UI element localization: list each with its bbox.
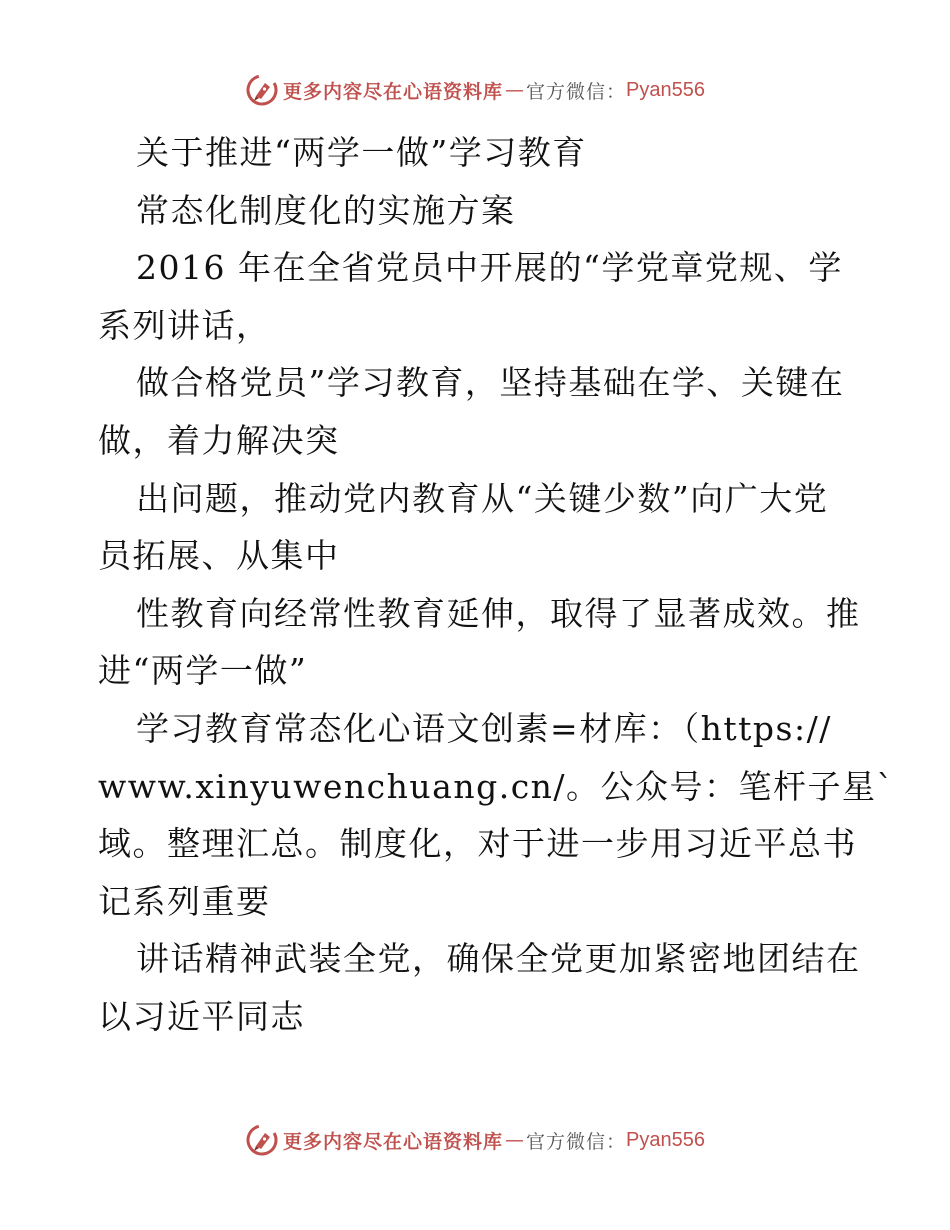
document-title-line: 常态化制度化的实施方案: [136, 190, 516, 230]
banner-contact-label: 官方微信：: [526, 80, 627, 103]
document-text-line: 进“两学一做”: [98, 651, 308, 691]
banner-brand-text: 更多内容尽在心语资料库: [283, 1130, 504, 1153]
banner-separator: —: [505, 1129, 525, 1151]
pen-nib-logo-icon: [245, 1123, 279, 1157]
document-text-line: www.xinyuwenchuang.cn/。公众号：笔杆子星`: [98, 766, 895, 806]
document-text-line: 性教育向经常性教育延伸，取得了显著成效。推: [136, 593, 861, 633]
document-text-line: 2016 年在全省党员中开展的“学党章党规、学: [136, 248, 843, 288]
document-text-line: 讲话精神武装全党，确保全党更加紧密地团结在: [136, 939, 861, 979]
banner-contact-id: Pyan556: [626, 1128, 705, 1151]
document-text-line: 学习教育常态化心语文创素=材库：（https://: [136, 708, 832, 748]
document-text-line: 做，着力解决突: [98, 420, 340, 460]
banner-brand-text: 更多内容尽在心语资料库: [283, 80, 504, 103]
document-body: [98, 124, 895, 1046]
header-banner: [0, 68, 950, 112]
banner-contact-id: Pyan556: [626, 78, 705, 101]
footer-banner: [0, 1118, 950, 1162]
document-text-line: 记系列重要: [98, 881, 271, 921]
document-text-line: 域。整理汇总。制度化，对于进一步用习近平总书: [98, 824, 857, 864]
pen-nib-logo-icon: [245, 73, 279, 107]
document-title-line: 关于推进“两学一做”学习教育: [136, 133, 587, 172]
document-text-line: 出问题，推动党内教育从“关键少数”向广大党: [136, 478, 829, 518]
document-text-line: 以习近平同志: [98, 996, 305, 1036]
banner-contact-label: 官方微信：: [526, 1130, 627, 1153]
document-text-line: 员拓展、从集中: [98, 536, 340, 576]
banner-separator: —: [505, 79, 525, 101]
document-text-line: 做合格党员”学习教育，坚持基础在学、关键在: [136, 363, 845, 403]
document-text-line: 系列讲话，: [98, 305, 271, 345]
